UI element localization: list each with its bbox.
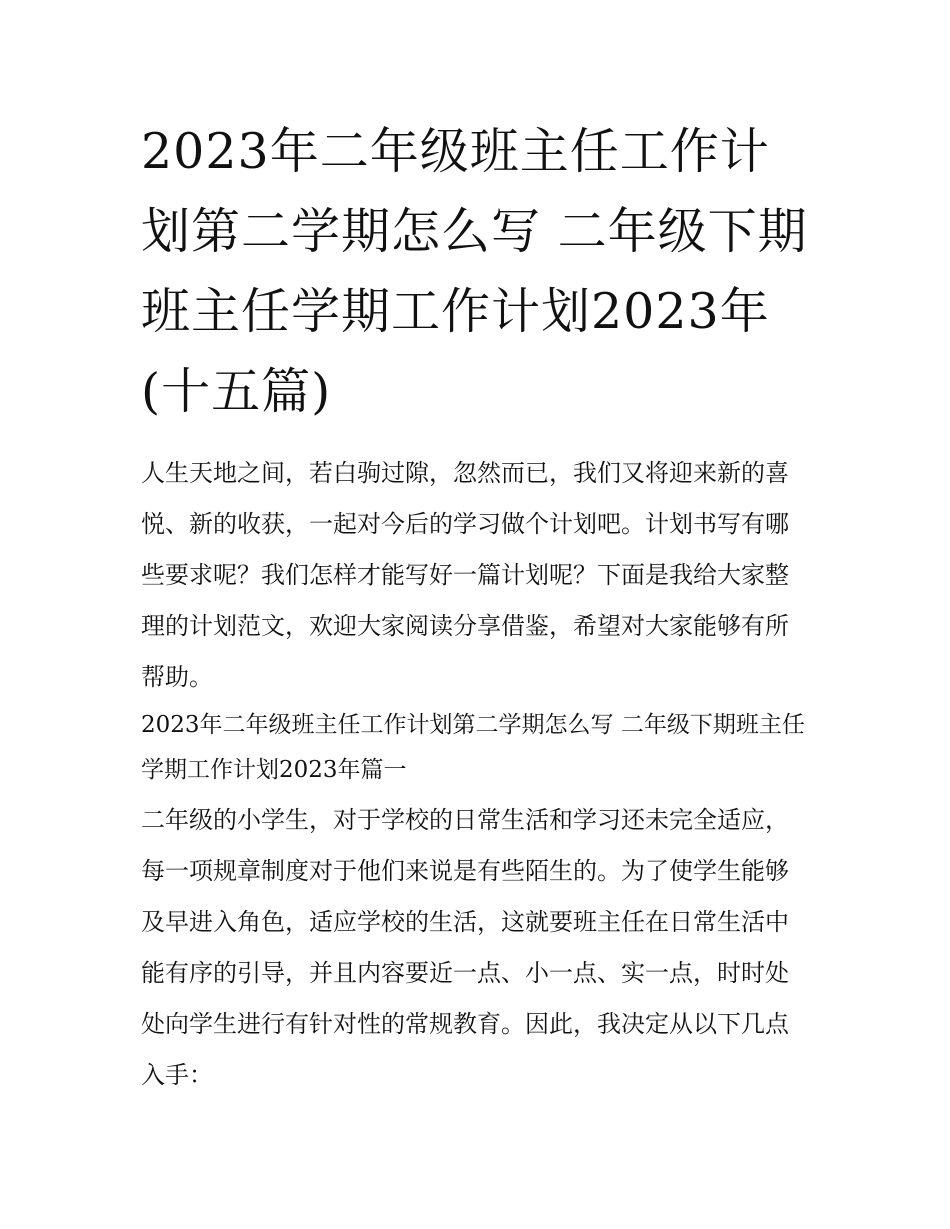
section-paragraph: 二年级的小学生，对于学校的日常生活和学习还未完全适应，每一项规章制度对于他们来说是有些陌生的。为了使学生能够及早进入角色，适应学校的生活，这就要班主任在日常生活中能有序的引导，并且内容要近一点、小一点、实一点，时时处处向学生进行有针对性的常规教育。因此，我决定从以下几点入手：	[141, 806, 789, 1089]
section-heading: 2023年二年级班主任工作计划第二学期怎么写 二年级下期班主任学期工作计划2023年篇一	[141, 712, 805, 783]
document-body	[141, 448, 811, 1101]
document-page	[141, 112, 811, 1101]
intro-paragraph: 人生天地之间，若白驹过隙，忽然而已，我们又将迎来新的喜悦、新的收获，一起对今后的学习做个计划吧。计划书写有哪些要求呢？我们怎样才能写好一篇计划呢？下面是我给大家整理的计划范文，欢迎大家阅读分享借鉴，希望对大家能够有所帮助。	[141, 459, 789, 691]
document-title: 2023年二年级班主任工作计划第二学期怎么写 二年级下期班主任学期工作计划2023年(十五篇)	[141, 123, 808, 420]
